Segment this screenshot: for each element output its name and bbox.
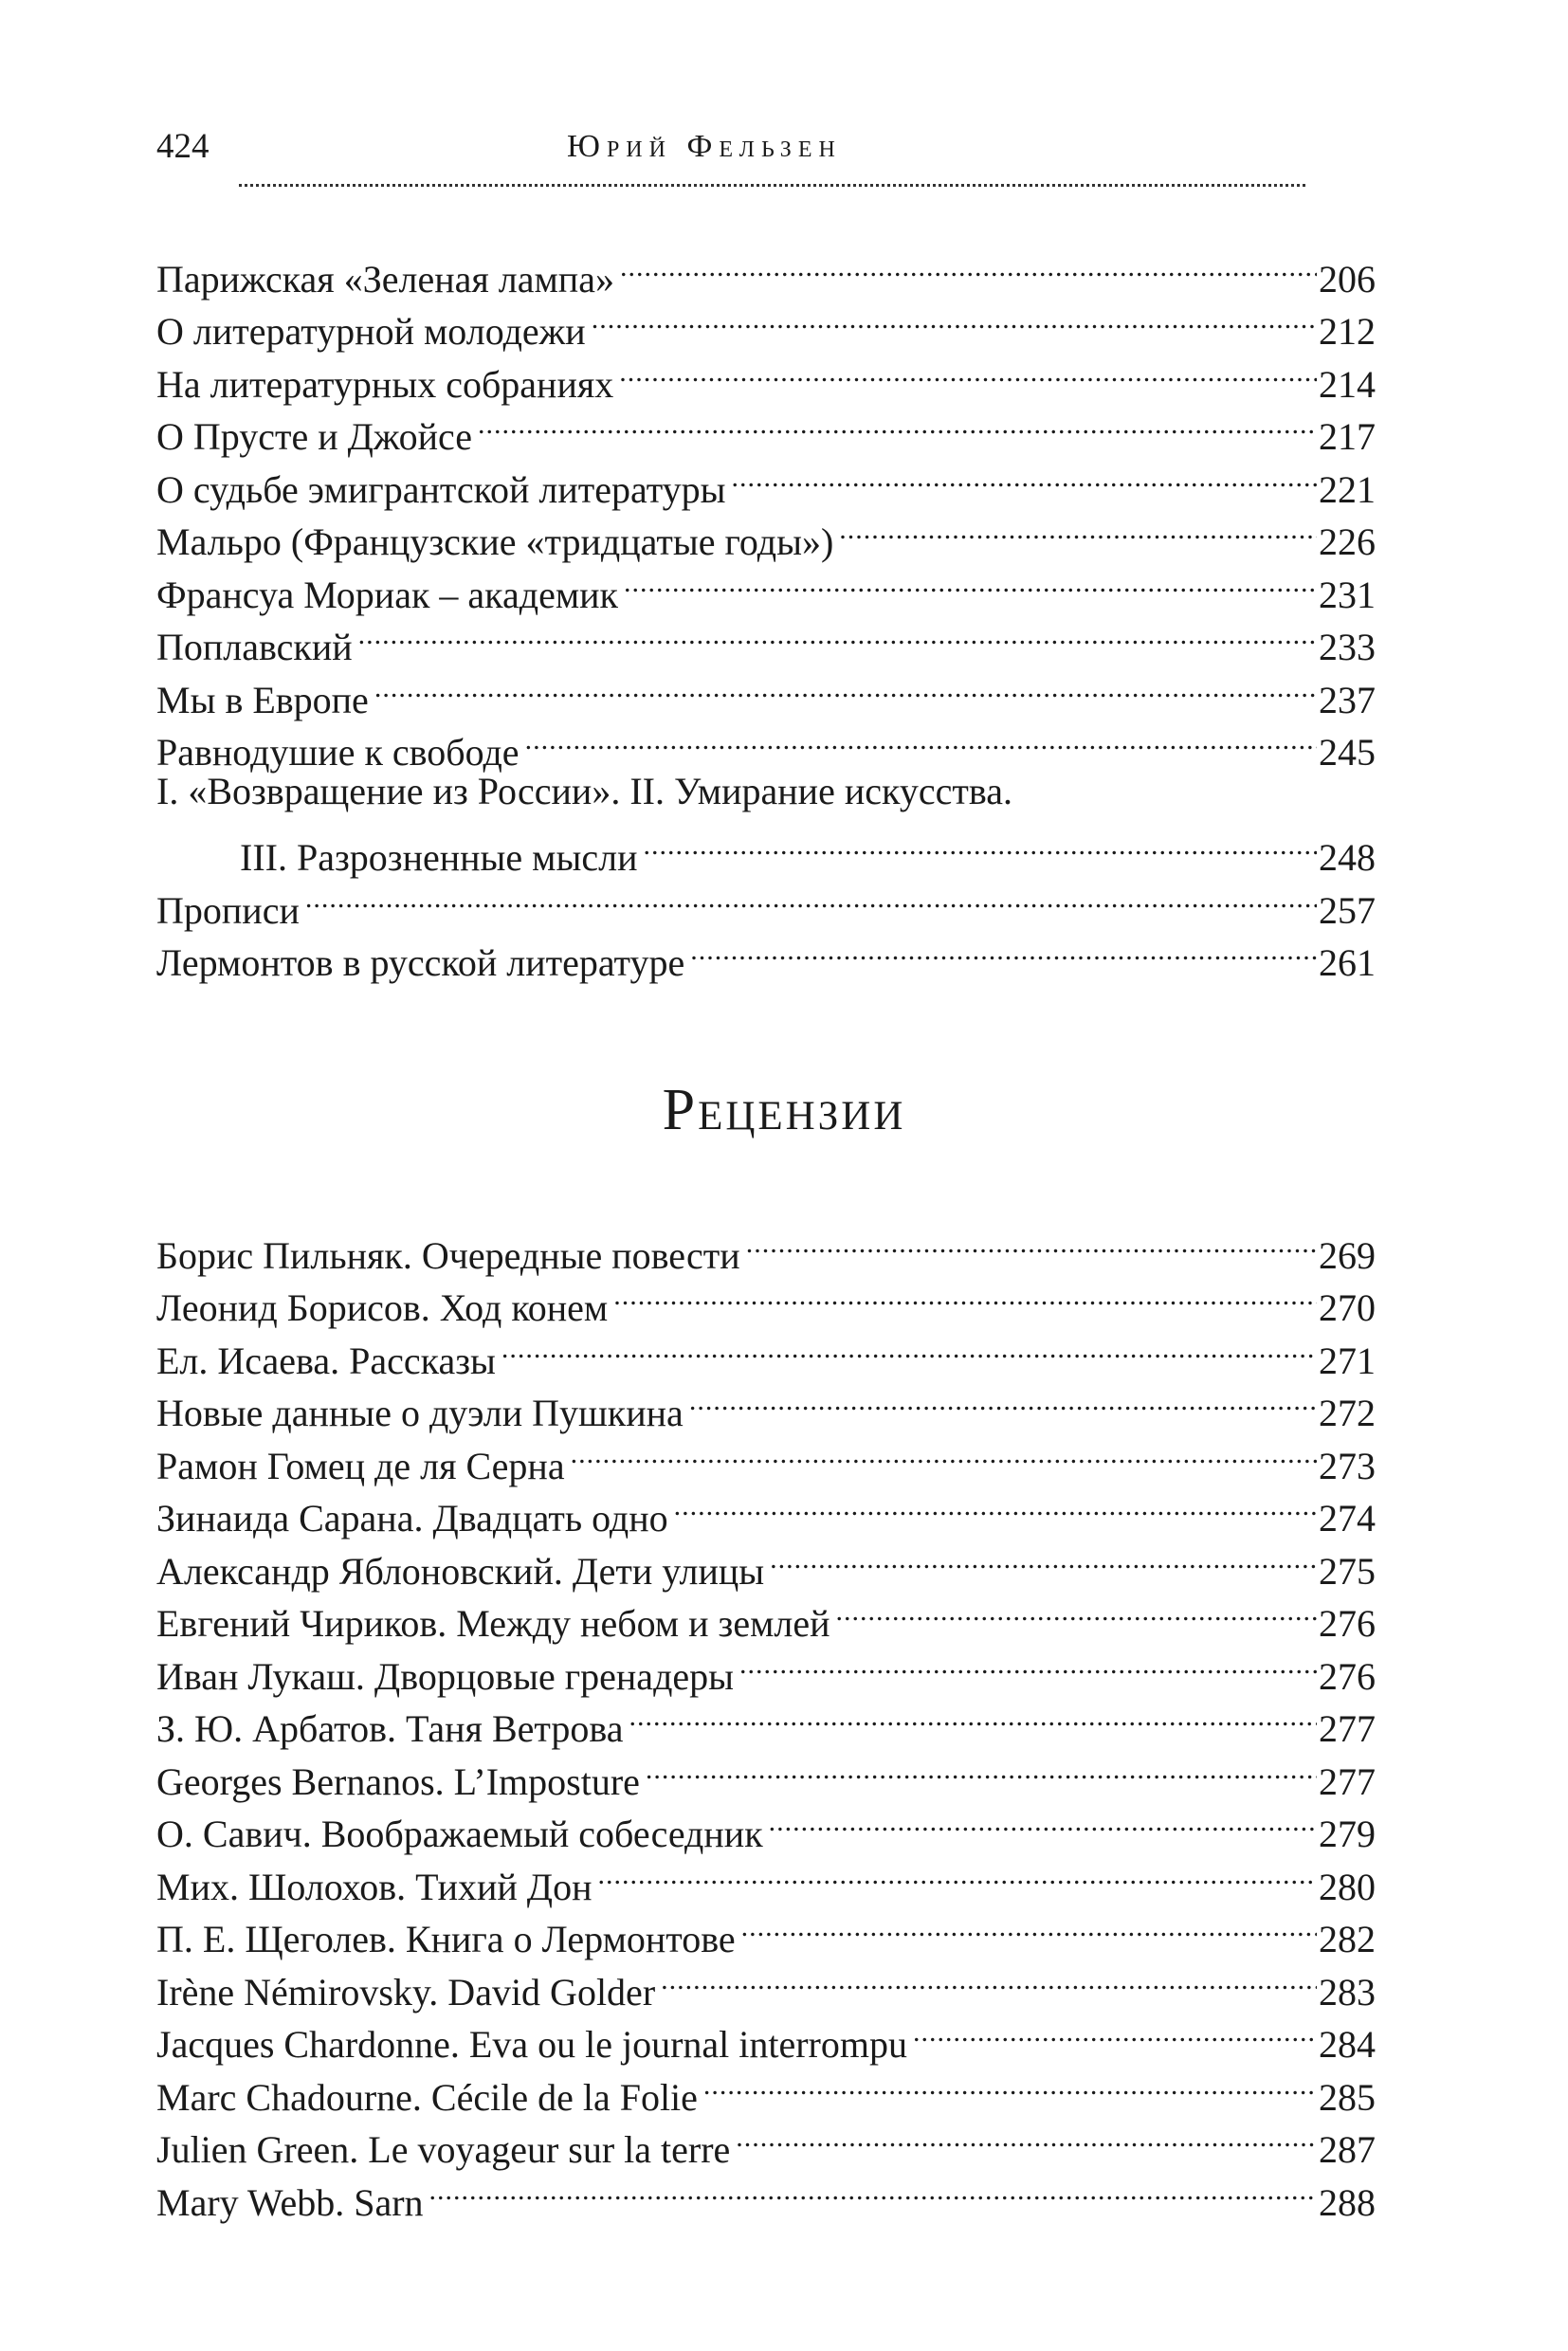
dot-leader	[689, 1374, 1317, 1427]
toc-entry-page: 248	[1319, 836, 1376, 879]
toc-entry-page: 270	[1319, 1286, 1376, 1329]
dot-leader	[769, 1795, 1317, 1848]
dot-leader	[501, 1321, 1317, 1374]
dot-leader	[613, 1268, 1317, 1321]
dot-leader	[746, 1215, 1317, 1268]
toc-entry-title: Mary Webb. Sarn	[156, 2180, 424, 2224]
toc-entry-page: 231	[1319, 573, 1376, 616]
toc-entry-title: О. Савич. Воображаемый собеседник	[156, 1813, 763, 1855]
toc-entry-title: О литературной молодежи	[156, 310, 586, 353]
dot-leader	[358, 608, 1317, 661]
toc-entry-title: З. Ю. Арбатов. Таня Ветрова	[156, 1707, 624, 1750]
toc-entry-page: 277	[1319, 1759, 1376, 1803]
dot-leader	[571, 1426, 1317, 1479]
toc-entry-title-line: I. «Возвращение из России». II. Умирание искусства.	[156, 770, 1012, 812]
toc-entry-title: Парижская «Зеленая лампа»	[156, 257, 614, 301]
toc-entry-title: Jacques Chardonne. Eva ou le journal interrompu	[156, 2023, 907, 2066]
toc-entry-title: Новые данные о дуэли Пушкина	[156, 1392, 684, 1434]
toc-entry	[156, 239, 1376, 301]
toc-entry-page: 274	[1319, 1497, 1376, 1540]
toc-entry-title: О Прусте и Джойсе	[156, 415, 472, 458]
toc-entry-title: Мих. Шолохов. Тихий Дон	[156, 1865, 593, 1908]
toc-entry-page: 283	[1319, 1970, 1376, 2014]
dot-leader	[703, 2057, 1317, 2110]
toc-entry-title: Равнодушие к свободе	[156, 731, 520, 774]
toc-entry-title: Борис Пильняк. Очередные повести	[156, 1233, 740, 1277]
toc-entry-title: Зинаида Сарана. Двадцать одно	[156, 1497, 668, 1540]
toc-entry	[156, 870, 1376, 932]
toc-entry-page: 233	[1319, 626, 1376, 668]
toc-entry-title: Julien Green. Le voyageur sur la terre	[156, 2128, 731, 2171]
toc-entry-page: 287	[1319, 2128, 1376, 2171]
dot-leader	[661, 1952, 1317, 2005]
dot-leader	[620, 239, 1317, 292]
toc-entry-page: 284	[1319, 2023, 1376, 2066]
toc-entry-page: 279	[1319, 1813, 1376, 1855]
toc-entry-page: 257	[1319, 888, 1376, 932]
toc-entry-title: На литературных собраниях	[156, 362, 614, 406]
toc-entry-page: 237	[1319, 678, 1376, 721]
dot-leader	[429, 2162, 1317, 2215]
toc-entry-title: Georges Bernanos. L’Imposture	[156, 1759, 640, 1803]
toc-entry-title: Рамон Гомец де ля Серна	[156, 1444, 565, 1487]
toc-entry-page: 285	[1319, 2075, 1376, 2119]
toc-entry-title: Леонид Борисов. Ход конем	[156, 1286, 609, 1329]
dot-leader	[770, 1531, 1317, 1584]
toc-entry	[156, 818, 1376, 879]
dot-leader	[592, 292, 1317, 345]
dot-leader	[525, 713, 1317, 766]
toc-entry-page: 280	[1319, 1865, 1376, 1908]
dot-leader	[374, 660, 1317, 713]
dot-leader	[690, 923, 1317, 976]
toc-entry-title: О судьбе эмигрантской литературы	[156, 467, 726, 511]
toc-entry-page: 271	[1319, 1339, 1376, 1382]
dot-leader	[836, 1584, 1317, 1637]
toc-entry-page: 276	[1319, 1602, 1376, 1645]
toc-entry-title: Иван Лукаш. Дворцовые гренадеры	[156, 1654, 735, 1698]
toc-entry-title: Евгений Чириков. Между небом и землей	[156, 1602, 830, 1645]
dot-leader	[732, 449, 1317, 502]
toc-entry-title: Marc Chadourne. Cécile de la Folie	[156, 2075, 698, 2119]
toc-reviews	[156, 1215, 1376, 2224]
toc-entry-page: 282	[1319, 1918, 1376, 1960]
toc-entry-page: 273	[1319, 1444, 1376, 1487]
dot-leader	[478, 397, 1317, 450]
page-number: 424	[156, 127, 210, 166]
toc-entry-page: 217	[1319, 415, 1376, 458]
toc-entry-page: 214	[1319, 362, 1376, 406]
toc-articles	[156, 239, 1376, 984]
toc-entry-title: Irène Némirovsky. David Golder	[156, 1970, 656, 2014]
toc-entry-title: Поплавский	[156, 626, 353, 668]
toc-entry-page: 269	[1319, 1233, 1376, 1277]
dot-leader	[305, 870, 1317, 923]
dot-leader	[839, 502, 1317, 556]
toc-entry-title: Мальро (Французские «тридцатые годы»)	[156, 520, 834, 563]
dot-leader	[913, 2005, 1317, 2058]
toc-entry-title: Мы в Европе	[156, 678, 369, 721]
toc-entry-title: Ел. Исаева. Рассказы	[156, 1339, 496, 1382]
dot-leader	[624, 555, 1317, 608]
toc-entry-page: 226	[1319, 520, 1376, 563]
toc-entry-page: 206	[1319, 257, 1376, 301]
header-dotted-rule	[239, 184, 1305, 187]
dot-leader	[597, 1847, 1317, 1900]
toc-entry-page: 275	[1319, 1549, 1376, 1593]
toc-entry-page: 221	[1319, 467, 1376, 511]
toc-entry-page: 261	[1319, 941, 1376, 984]
toc-entry-page: 288	[1319, 2180, 1376, 2224]
toc-entry-page: 245	[1319, 731, 1376, 774]
toc-entry-page: 272	[1319, 1392, 1376, 1434]
dot-leader	[739, 1636, 1317, 1689]
toc-entry-page: 212	[1319, 310, 1376, 353]
toc-entry	[156, 1215, 1376, 1277]
running-head: Юрий Фельзен	[567, 129, 842, 164]
toc-entry	[156, 923, 1376, 984]
toc-entry-page: 276	[1319, 1654, 1376, 1698]
dot-leader	[674, 1479, 1317, 1532]
toc-entry-title: Лермонтов в русской литературе	[156, 941, 685, 984]
toc-entry-title: Александр Яблоновский. Дети улицы	[156, 1549, 765, 1593]
toc-entry-title: П. Е. Щеголев. Книга о Лермонтове	[156, 1918, 736, 1960]
toc-entry-title: Прописи	[156, 888, 300, 932]
dot-leader	[643, 818, 1317, 871]
dot-leader	[736, 2110, 1317, 2163]
dot-leader	[646, 1741, 1317, 1795]
toc-entry-title: Франсуа Мориак – академик	[156, 573, 618, 616]
toc-entry-page: 277	[1319, 1707, 1376, 1750]
dot-leader	[629, 1689, 1317, 1742]
dot-leader	[741, 1900, 1317, 1953]
toc-entry-title: III. Разрозненные мысли	[240, 836, 638, 879]
section-heading: Рецензии	[662, 1078, 906, 1142]
dot-leader	[619, 344, 1317, 397]
